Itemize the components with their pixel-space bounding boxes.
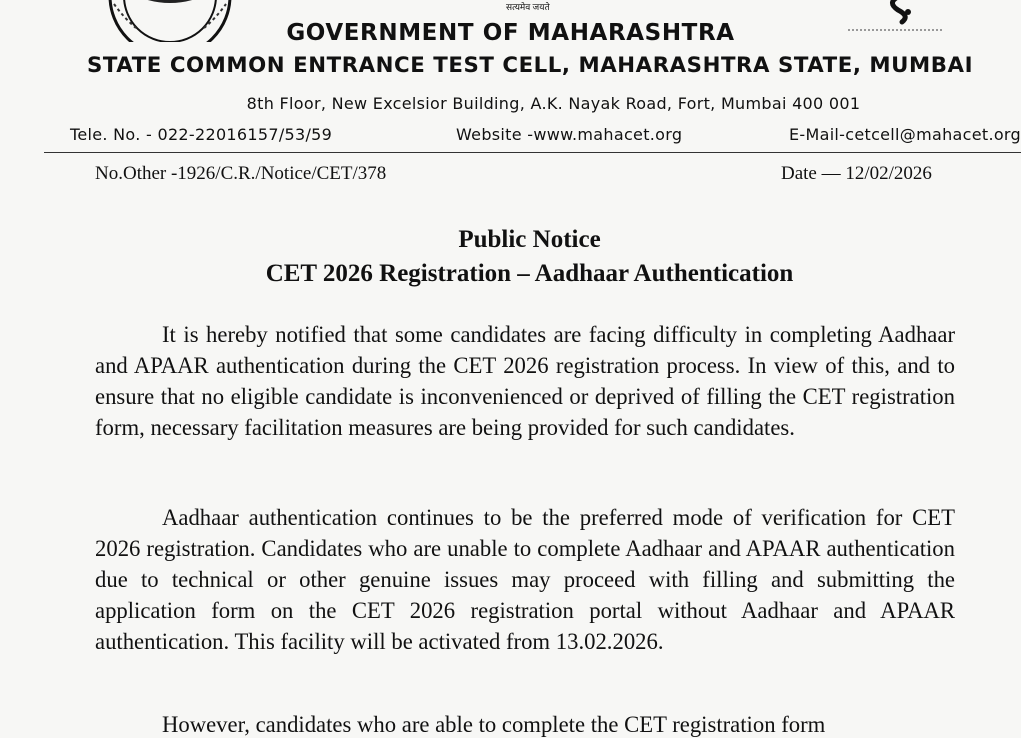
header-divider [44, 152, 1021, 153]
organisation-title: STATE COMMON ENTRANCE TEST CELL, MAHARASHTRA STATE, MUMBAI [87, 53, 974, 78]
notice-subject: CET 2026 Registration – Aadhaar Authentication [265, 260, 794, 287]
government-title: GOVERNMENT OF MAHARASHTRA [286, 20, 735, 46]
paragraph-2-text: Aadhaar authentication continues to be the preferred mode of verification for CET 2026 registration. Candidates who are unable to complete Aadhaar and APAAR authentication due to technical or other genuine issues may proceed with filling and submitting the application form on the CET 2026 registration portal without Aadhaar and APAAR authentication. This facility will be activated from 13.02.2026. [95, 505, 955, 654]
notice-paragraph-3-truncated: However, candidates who are able to complete the CET registration form [162, 712, 826, 737]
paragraph-1-text: It is hereby notified that some candidates are facing difficulty in completing Aadhaar and APAAR authentication during the CET 2026 registration process. In view of this, and to ensure that no eligible candidate is inconvenienced or deprived of filling the CET registration form, necessary facilitation measures are being provided for such candidates. [95, 322, 955, 440]
notice-paragraph-2 [95, 502, 955, 657]
notice-heading: Public Notice [458, 226, 601, 253]
notice-paragraph-1 [95, 319, 955, 443]
email-address[interactable]: E-Mail-cetcell@mahacet.org [789, 125, 1021, 144]
office-address: 8th Floor, New Excelsior Building, A.K. Nayak Road, Fort, Mumbai 400 001 [246, 94, 861, 113]
website-link[interactable]: Website -www.mahacet.org [456, 125, 683, 144]
reference-number: No.Other -1926/C.R./Notice/CET/378 [95, 163, 387, 184]
emblem-caption: सत्यमेव जयते [506, 2, 550, 12]
national-emblem [484, 0, 574, 16]
telephone-number: Tele. No. - 022-22016157/53/59 [70, 125, 333, 144]
notice-date: Date — 12/02/2026 [781, 163, 932, 184]
